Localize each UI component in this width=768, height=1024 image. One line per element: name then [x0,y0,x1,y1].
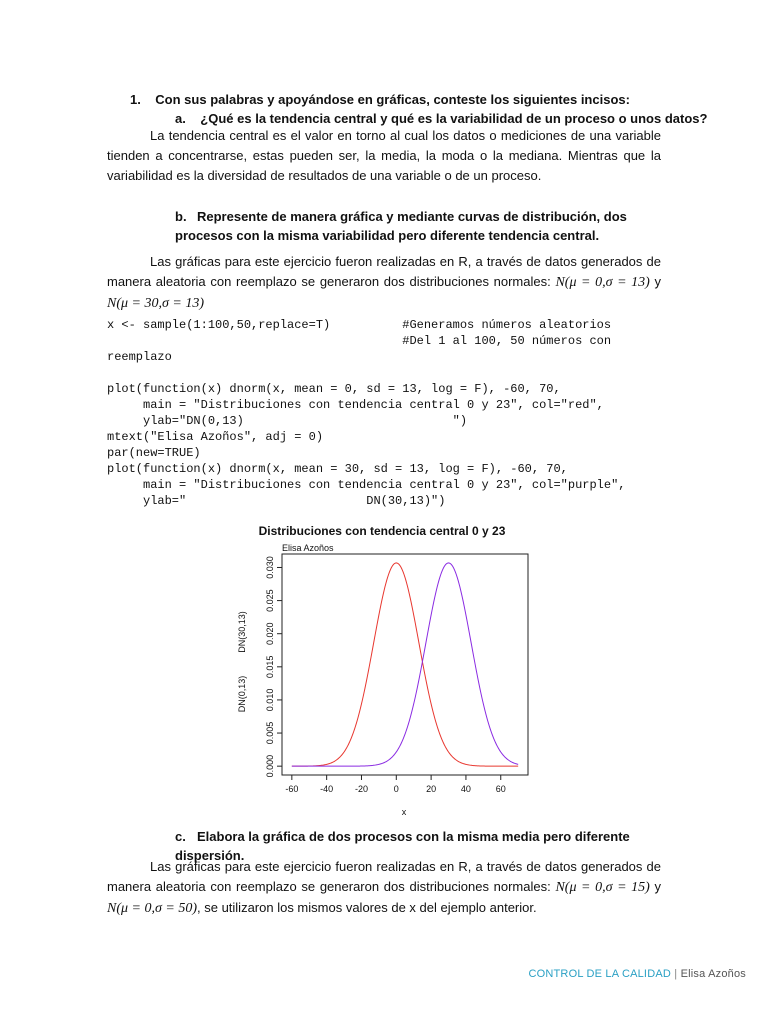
list-item-b-text [175,209,627,243]
list-number: 1. [130,92,141,107]
footer-brand: CONTROL DE LA CALIDAD [528,968,672,980]
x-tick-label: 0 [393,784,399,794]
y-tick-label: 0.015 [265,655,275,679]
page-footer [528,968,746,980]
chart-subtitle: Elisa Azoños [282,543,334,553]
math-n-30-13: N(μ = 30,σ = 13) [107,296,204,311]
curve-series-2 [292,563,518,766]
para3-conj: y [649,879,661,894]
x-tick-label: -20 [354,784,368,794]
y-axis [265,556,282,777]
y-axis-label-1: DN(0,13) [237,675,247,713]
paragraph-definition: La tendencia central es el valor en torno al cual los datos o mediciones de una variable tienden a concentrarse, estas pueden ser, la media, la moda o la mediana. Mientras que la variabilidad es la diversidad de resultados de una variable o de un proceso. [107,128,661,183]
para2-conj: y [649,274,661,289]
y-tick-label: 0.020 [265,622,275,645]
math-n-0-15: N(μ = 0,σ = 15) [555,880,650,895]
x-tick-label: 40 [460,784,471,794]
y-tick-label: 0.005 [265,721,275,745]
chart-title: Distribuciones con tendencia central 0 y 23 [258,524,506,538]
y-tick-label: 0.010 [265,688,275,712]
para3-tail: , se utilizaron los mismos valores de x del ejemplo anterior. [197,900,537,915]
code-block-plot: plot(function(x) dnorm(x, mean = 0, sd = 13, log = F), -60, 70, main = "Distribuciones con tendencia central 0 y 23", col="red", ylab="DN(0,13) ") mtext("Elisa Azoños", adj = 0) par(new=TRUE) plot(function(x) dnorm(x, mean = 30, sd = 13, log = F), -60, 70, main = "Distribuciones con tendencia central 0 y 23", col="purple", ylab=" DN(30,13)") [107,382,626,508]
footer-author: Elisa Azoños [680,968,746,980]
y-tick-label: 0.025 [265,589,275,612]
plot-frame [282,554,528,775]
distribution-chart [228,518,538,822]
para3-text: Las gráficas para este ejercicio fueron realizadas en R, a través de datos generados de manera aleatoria con reemplazo se generaron dos distribuciones normales: [107,859,661,894]
math-n-0-13: N(μ = 0,σ = 13) [555,275,650,290]
paragraph-method-2 [107,857,661,919]
x-axis [285,775,505,794]
list-item-b [175,207,661,245]
curve-series-1 [292,563,518,766]
code-block-sample: x <- sample(1:100,50,replace=T) #Generamos números aleatorios #Del 1 al 100, 50 números con reemplazo [107,318,612,364]
list-item-c-text: Elabora la gráfica de dos procesos con la misma media pero diferente dispersión. [175,829,630,863]
y-axis-label-2: DN(30,13) [237,611,247,653]
math-n-0-50: N(μ = 0,σ = 50) [107,901,197,916]
curves [292,563,518,766]
list-item-1 [130,92,630,107]
x-tick-label: -40 [320,784,334,794]
x-axis-label: x [401,807,407,817]
list-label-a: a. [175,111,186,126]
x-tick-label: 20 [426,784,437,794]
list-item-a [175,111,707,126]
list-item-1-text: Con sus palabras y apoyándose en gráficas, conteste los siguientes incisos: [155,92,630,107]
footer-separator: | [671,968,681,980]
y-tick-label: 0.030 [265,556,275,579]
y-tick-label: 0.000 [265,754,275,778]
list-item-a-text: ¿Qué es la tendencia central y qué es la variabilidad de un proceso o unos datos? [200,111,708,126]
paragraph-method-1 [107,252,661,314]
list-label-b: b. [175,209,187,224]
para2-text: Las gráficas para este ejercicio fueron realizadas en R, a través de datos generados de manera aleatoria con reemplazo se generaron dos distribuciones normales: [107,254,661,289]
x-tick-label: 60 [495,784,506,794]
item-b-text: Represente de manera gráfica y mediante curvas de distribución, dos procesos con la misma variabilidad pero diferente tendencia central. [175,209,627,243]
x-tick-label: -60 [285,784,299,794]
list-label-c: c. [175,829,186,844]
